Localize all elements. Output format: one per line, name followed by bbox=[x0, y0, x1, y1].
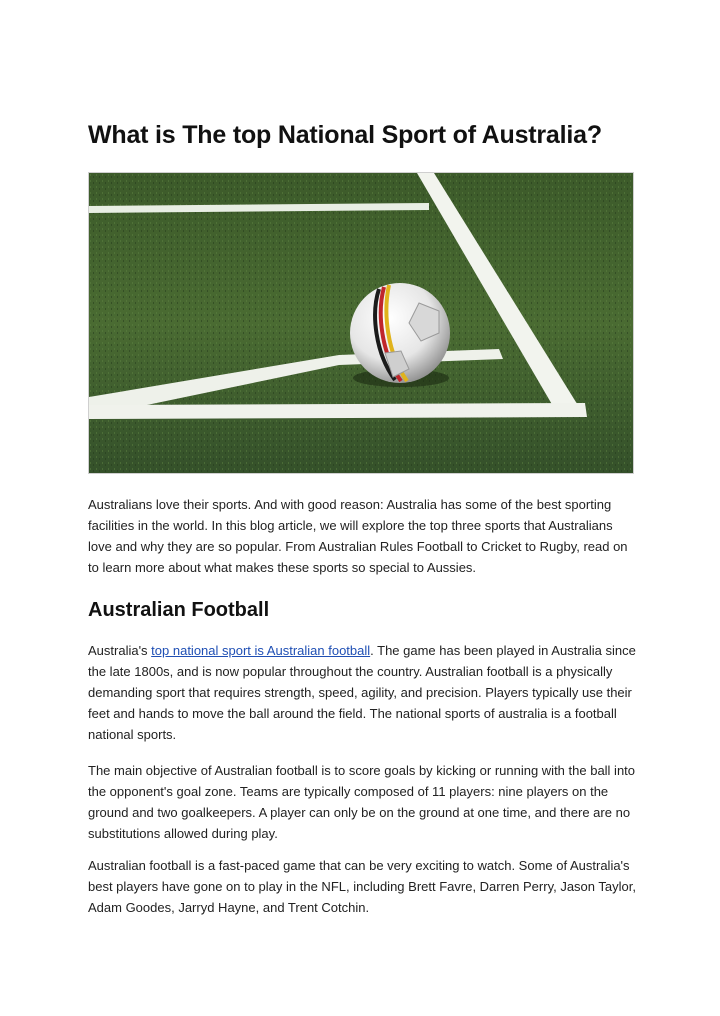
section-paragraph-1 bbox=[88, 640, 640, 745]
soccer-ball-on-grass-corner-icon bbox=[89, 173, 634, 474]
section-paragraph-3: Australian football is a fast-paced game that can be very exciting to watch. Some of Australia's best players have gone on to play in the NFL, including Brett Favre, Darren Perry, Jason Taylor, Adam Goodes, Jarryd Hayne, and Trent Cotchin. bbox=[88, 858, 636, 915]
paragraph-text: . The game has been played in Australia since the late 1800s, and is now popular throughout the country. Australian football is a physically demanding sport that requires strength, speed, agility, and precision. Players typically use their feet and hands to move the ball around the field. The national sports of australia is a football national sports. bbox=[88, 643, 636, 742]
hero-image bbox=[88, 172, 634, 474]
intro-paragraph: Australians love their sports. And with good reason: Australia has some of the best sporting facilities in the world. In this blog article, we will explore the top three sports that Australians love and why they are so popular. From Australian Rules Football to Cricket to Rugby, read on to learn more about what makes these sports so special to Aussies. bbox=[88, 497, 628, 575]
sport-link[interactable]: top national sport is Australian football bbox=[151, 643, 371, 658]
section-heading: Australian Football bbox=[88, 599, 270, 621]
paragraph-text: Australia's bbox=[88, 643, 152, 658]
section-paragraph-2: The main objective of Australian football is to score goals by kicking or running with the ball into the opponent's goal zone. Teams are typically composed of 11 players: nine players on the ground and two goalkeepers. A player can only be on the ground at one time, and there are no substitutions allowed during play. bbox=[88, 763, 636, 841]
page-title: What is The top National Sport of Australia? bbox=[88, 121, 602, 149]
